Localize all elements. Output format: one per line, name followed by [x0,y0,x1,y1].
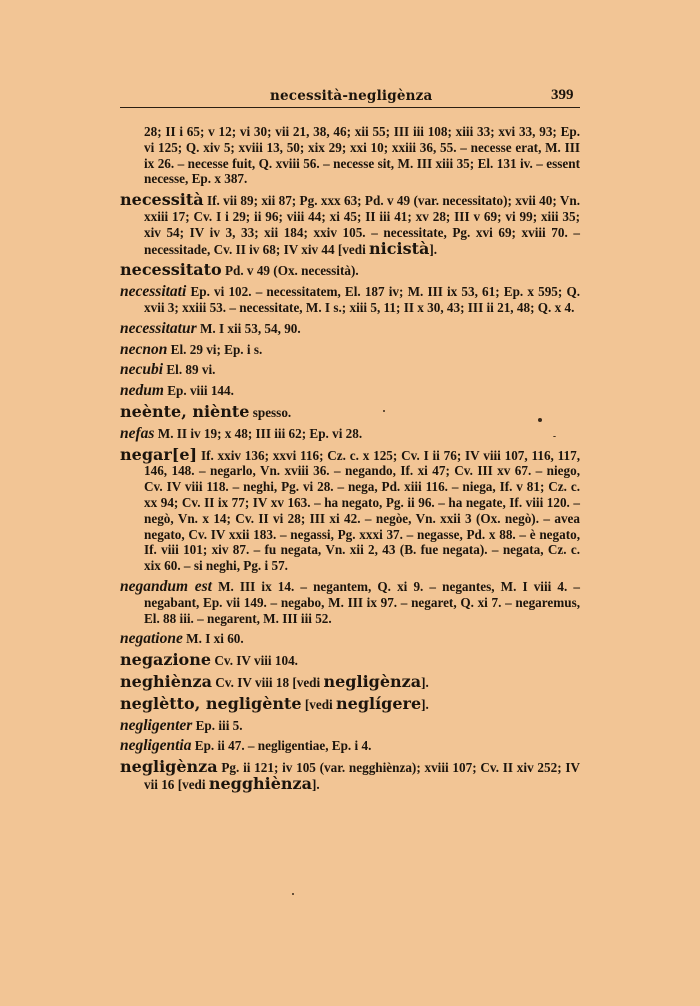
entry-neente [120,401,580,421]
continuation-text: 28; II i 65; v 12; vi 30; vii 21, 38, 46; xii 55; III iii 108; xiii 33; xvi 33, 93; Ep. vi 125; Q. xiv 5; xviii 13, 50; xix 29; xxi 10; xxiii 36, 55. – necesse erat, M. III ix 26. – necesse fuit, Q. xviii 56. – necesse sit, M. III xiii 35; El. 131 iv. – essent necesse, Ep. x 387. [144,124,580,187]
headword: negligentia [120,737,192,755]
headword: neghiènza [120,671,212,691]
print-speck [538,418,542,422]
entry-tail: ]. [421,696,429,712]
headword: necessitatur [120,319,197,337]
entry-text: spesso. [252,404,292,420]
entry-neghienza [120,671,580,691]
headword: negazione [120,650,212,670]
entry-text: [vedi [304,696,333,712]
entry-nefas [120,426,580,442]
headword: necubi [120,361,164,379]
cross-reference: nicistà [369,238,430,258]
headword: necessitato [120,260,222,280]
entry-tail: ]. [421,674,429,690]
entry-necnon [120,342,580,358]
headword: negligenter [120,716,193,734]
entry-text: El. 89 vi. [166,362,216,378]
headword: negatione [120,630,183,648]
entry-text: Ep. iii 5. [195,717,243,733]
entry-text: Pd. v 49 (Ox. necessità). [224,263,359,279]
entry-text: Cv. IV viii 104. [214,653,298,669]
entry-text: Pg. ii 121; iv 105 (var. negghiènza); xviii 107; Cv. II xiv 252; IV vii 16 [vedi [144,760,581,792]
entry-necessita [120,192,580,257]
headword: necnon [120,340,168,358]
page-number: 399 [551,87,574,103]
cross-reference: negghiènza [208,773,313,793]
print-speck [292,893,294,895]
entry-text: If. vii 89; xii 87; Pg. xxx 63; Pd. v 49 (var. necessitato); xvii 40; Vn. xxiii 17; Cv. I i 29; ii 96; viii 44; xi 45; II iii 41; xv 28; III v 69; vi 99; xiii 35; xiv 54; IV iv 3, 33; xii 184; xxiv 105. – necessitate, Pg. xvi 69; xviii 70. – necessitade, Cv. II iv 68; IV xiv 44 [vedi [144,193,580,257]
entry-tail: ]. [312,776,320,792]
entry-necessitato [120,262,580,279]
entry-text: If. xxiv 136; xxvi 116; Cz. c. x 125; Cv. I ii 76; IV viii 107, 116, 117, 146, 148. – negarlo, Vn. xviii 36. – negando, If. xi 47; Cv. III xv 67. – niego, Cv. IV viii 118. – neghi, Pg. vi 28. – nega, Pd. xiii 116. – niega, If. v 81; Cz. c. xx 94; Cv. II ix 77; IV xv 163. – ha negato, Pg. ii 96. – ha negate, If. viii 120. – negò, Vn. x 14; Cv. II vi 28; III xi 42. – negòe, Vn. xxii 3 (Ox. negò). – avea negato, Cv. IV xxii 183. – negassi, Pg. xxxi 37. – negasse, Pd. x 88. – è negato, If. viii 101; xiv 87. – fu negata, Vn. xii 2, 43 (B. fue negata). – negata, Cz. c. xix 60. – si neghi, Pg. i 57. [144,447,580,574]
entry-text: Ep. viii 144. [167,383,234,399]
running-header-title: necessità-negligènza [270,88,433,104]
entry-negare [120,444,580,574]
entry-tail: ]. [429,241,438,257]
entry-text: M. I xii 53, 54, 90. [199,320,301,336]
entry-negligentia [120,738,580,754]
print-speck [553,436,556,437]
entry-text: M. III ix 14. – negantem, Q. xi 9. – negantes, M. I viii 4. – negabant, Ep. vii 149. – negabo, M. III ix 97. – negaret, Q. xi 7. – negaremus, El. 88 iii. – negarent, M. III iii 52. [144,578,580,626]
entries-column [120,124,580,798]
entry-negatione [120,631,580,647]
entry-negligenter [120,718,580,734]
entry-text: El. 29 vi; Ep. i s. [170,341,263,357]
entry-text: Cv. IV viii 18 [vedi [215,674,321,690]
entry-necessitatur [120,321,580,337]
entry-negligenza [120,759,580,793]
header-rule [120,107,580,108]
cross-reference: negligènza [323,671,422,691]
entry-text: Ep. vi 102. – necessitatem, El. 187 iv; M. III ix 53, 61; Ep. x 595; Q. xvii 3; xxiii 53. – necessitate, M. I s.; xiii 5, 11; II x 30, 43; III ii 21, 48; Q. x 4. [144,284,580,315]
cross-reference: neglígere [336,693,422,713]
headword: necessitati [120,283,187,301]
entry-text: M. II iv 19; x 48; III iii 62; Ep. vi 28. [157,425,363,441]
print-speck [383,410,385,412]
entry-nedum [120,383,580,399]
entry-text: Ep. ii 47. – negligentiae, Ep. i 4. [194,738,372,754]
entry-negandum-est [120,579,580,626]
headword: necessità [120,190,204,210]
headword: negar[e] [120,444,198,464]
headword: neglètto, negligènte [120,693,302,713]
headword: neènte, niènte [120,401,250,421]
headword: nefas [120,424,155,442]
headword: nedum [120,382,164,400]
entry-necessitati [120,284,580,316]
headword: negligènza [120,757,218,777]
entry-negazione [120,652,580,669]
entry-necubi [120,362,580,378]
entry-negletto [120,693,580,713]
entry-text: M. I xi 60. [186,631,244,647]
headword: negandum est [120,577,212,595]
